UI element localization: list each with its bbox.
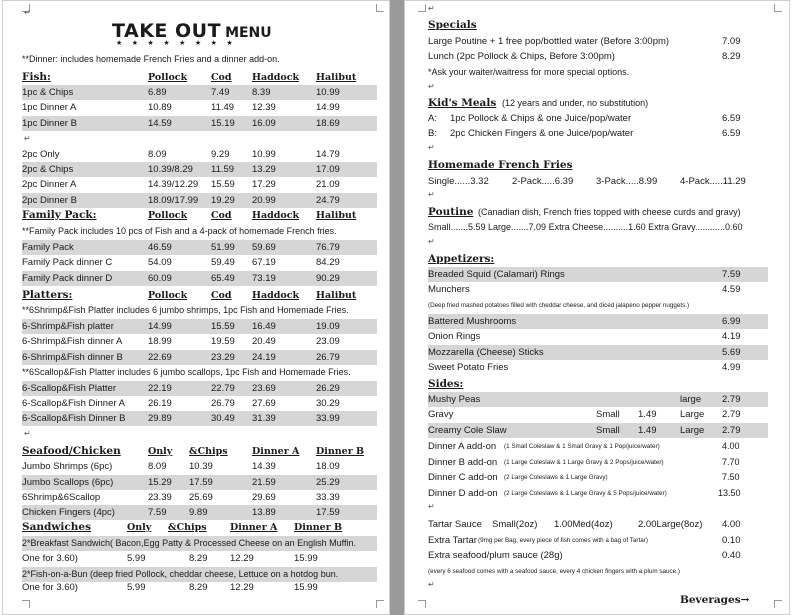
col-dinner-b: Dinner B (316, 446, 365, 457)
price: 11.49 (211, 102, 235, 113)
item-name: 2pc Chicken Fingers & one Juice/pop/water (450, 128, 634, 139)
price: 18.69 (316, 118, 340, 129)
item-name: Jumbo Scallops (6pc) (22, 477, 114, 488)
addon-item (428, 470, 768, 485)
price: 18.99 (148, 336, 172, 347)
item-name: Extra seafood/plum sauce (28g) (428, 550, 563, 561)
price-row (22, 551, 377, 566)
price-row (22, 396, 377, 411)
price: 8.29 (189, 582, 208, 593)
fries-single: Single......3.32 (428, 176, 489, 187)
price: 60.09 (148, 273, 172, 284)
price: 16.09 (252, 118, 276, 129)
price: 13.50 (718, 488, 741, 498)
crop-mark (22, 600, 30, 608)
side-item (428, 392, 768, 407)
extra-sauce-item (428, 548, 768, 563)
item-name: Jumbo Shrimps (6pc) (22, 461, 113, 472)
item-name: Creamy Cole Slaw (428, 425, 507, 436)
price: 26.29 (316, 383, 340, 394)
price: 20.99 (252, 195, 276, 206)
sides-header (428, 377, 768, 392)
addon-desc: (2 Large Coleslaws & 1 Large Gravy & 5 Pops/juice/water) (504, 490, 667, 497)
title-stars: ★★★★★★★★ (116, 40, 243, 47)
family-heading: Family Pack: (22, 209, 97, 221)
price: 76.79 (316, 242, 340, 253)
price-row (22, 85, 377, 100)
price: 7.09 (722, 36, 741, 47)
price: 65.49 (211, 273, 235, 284)
item-name: One for 3.60) (22, 582, 78, 593)
item-name: Tartar Sauce (428, 519, 482, 530)
item-name: Onion Rings (428, 331, 481, 342)
item-name: 2pc & Chips (22, 164, 74, 175)
price-row (22, 271, 377, 286)
price-row (22, 162, 377, 177)
fries-three-pack: 3-Pack.....8.99 (596, 176, 658, 187)
price-row (22, 350, 377, 365)
item-name: Gravy (428, 409, 454, 420)
crop-mark (376, 4, 384, 12)
price: 16.49 (252, 321, 276, 332)
price-row (22, 381, 377, 396)
fries-two-pack: 2-Pack.....6.39 (512, 176, 574, 187)
price-row (22, 193, 377, 208)
item-name: 1pc Pollock & Chips & one Juice/pop/water (450, 113, 632, 124)
price: 46.59 (148, 242, 172, 253)
sides-heading: Sides: (428, 378, 464, 390)
price: 4.99 (722, 362, 741, 373)
munchers-desc: (Deep fried mashed potatoes filled with cheddar cheese, and diced jalapeno pepper nuggets.) (428, 302, 690, 309)
item-name: Chicken Fingers (4pc) (22, 507, 115, 518)
item-label: B: (428, 128, 437, 139)
price: 12.29 (230, 553, 254, 564)
price: 1.49 (638, 425, 657, 436)
col-dinner-a: Dinner A (252, 446, 300, 457)
price: 6.59 (722, 113, 741, 124)
kids-header (428, 96, 768, 111)
price: 7.59 (148, 507, 167, 518)
item-name: 6-Shrimp&Fish platter (22, 321, 114, 332)
col-haddock: Haddock (252, 72, 300, 83)
side-item (428, 423, 768, 438)
price: 15.29 (148, 477, 172, 488)
appetizer-item (428, 329, 768, 344)
item-name: Lunch (2pc Pollock & Chips, Before 3:00pm) (428, 51, 615, 62)
price: 21.09 (316, 179, 340, 190)
price: 10.89 (148, 102, 172, 113)
price: 21.59 (252, 477, 276, 488)
scallop-platter-note: **6Scallop&Fish Platter includes 6 jumbo scallops, 1pc Fish and Homemade Fries. (22, 367, 351, 377)
price: 90.29 (316, 273, 340, 284)
crop-mark (376, 600, 384, 608)
paragraph-mark-icon: ↵ (24, 134, 31, 143)
price: 10.39 (189, 461, 213, 472)
item-name: One for 3.60) (22, 553, 78, 564)
sandwich-heading: Sandwiches (22, 521, 92, 533)
dinner-note: **Dinner: includes homemade French Fries and a dinner add-on. (22, 54, 280, 64)
price: 20.49 (252, 336, 276, 347)
price: 67.19 (252, 257, 276, 268)
item-name: 2pc Only (22, 149, 60, 160)
price: 7.50 (722, 472, 740, 482)
price-row (22, 475, 377, 490)
col-dinner-a: Dinner A (230, 522, 278, 533)
paragraph-mark-icon: ↵ (428, 82, 435, 91)
size-label: 1.00Med(4oz) (554, 519, 613, 530)
fish-bun-desc: 2*Fish-on-a-Bun (deep fried Pollock, cheddar cheese, Lettuce on a hotdog bun. (22, 567, 377, 582)
addon-item (428, 486, 768, 501)
size-label: Small (596, 425, 620, 436)
price: 15.99 (294, 553, 318, 564)
poutine-prices: Small.......5.59 Large.......7.09 Extra Cheese..........1.60 Extra Gravy............0.60 (428, 222, 743, 232)
price: 2.79 (722, 394, 741, 405)
kids-item (428, 111, 768, 126)
sandwich-header (22, 520, 377, 535)
price: 15.99 (294, 582, 318, 593)
col-pollock: Pollock (148, 210, 188, 221)
price: 23.39 (148, 492, 172, 503)
price: 15.59 (211, 179, 235, 190)
price: 31.39 (252, 413, 276, 424)
family-note: **Family Pack includes 10 pcs of Fish and a 4-pack of homemade French fries. (22, 226, 337, 236)
col-haddock: Haddock (252, 290, 300, 301)
price: 25.29 (316, 477, 340, 488)
col-pollock: Pollock (148, 72, 188, 83)
price: 19.29 (211, 195, 235, 206)
special-item (428, 34, 768, 49)
price: 4.00 (722, 519, 741, 530)
price: 24.19 (252, 352, 276, 363)
price: 4.19 (722, 331, 741, 342)
price: 18.09 (316, 461, 340, 472)
price: 13.29 (252, 164, 276, 175)
appetizer-item (428, 267, 768, 282)
item-name: Breaded Squid (Calamari) Rings (428, 269, 565, 280)
price-row (22, 490, 377, 505)
price: 13.89 (252, 507, 276, 518)
price: 33.99 (316, 413, 340, 424)
price: 5.69 (722, 347, 741, 358)
item-label: A: (428, 113, 437, 124)
item-name: Family Pack dinner D (22, 273, 113, 284)
price: 2.79 (722, 425, 741, 436)
col-pollock: Pollock (148, 290, 188, 301)
col-cod: Cod (211, 72, 232, 83)
price: 15.19 (211, 118, 235, 129)
price: 12.39 (252, 102, 276, 113)
item-name: Extra Tartar (428, 535, 477, 546)
price: 18.09/17.99 (148, 195, 199, 206)
price: 84.29 (316, 257, 340, 268)
price: 6.89 (148, 87, 167, 98)
size-label: 2.00Large(8oz) (638, 519, 703, 530)
poutine-desc: (Canadian dish, French fries topped with cheese curds and gravy) (478, 207, 741, 217)
paragraph-mark-icon: ↵ (428, 4, 435, 13)
price: 5.99 (127, 582, 146, 593)
price: 8.39 (252, 87, 271, 98)
price: 14.79 (316, 149, 340, 160)
item-name: Dinner A add-on (428, 441, 497, 452)
price: 2.79 (722, 409, 741, 420)
price: 8.09 (148, 461, 167, 472)
price: 4.59 (722, 284, 741, 295)
price: 17.29 (252, 179, 276, 190)
fries-prices (428, 174, 768, 189)
price: 12.29 (230, 582, 254, 593)
item-name: 6Shrimp&6Scallop (22, 492, 101, 503)
addon-desc: (2 Large Coleslaws & 1 Large Gravy) (504, 474, 608, 481)
price: 14.39/12.29 (148, 179, 199, 190)
price: 8.29 (722, 51, 741, 62)
price: 17.59 (316, 507, 340, 518)
size-label: Large (680, 425, 705, 436)
menu-title-sub: MENU (225, 25, 272, 41)
price-row (22, 411, 377, 426)
seafood-header (22, 444, 377, 459)
price: 30.29 (316, 398, 340, 409)
price: 10.39/8.29 (148, 164, 193, 175)
price-row (22, 459, 377, 474)
platters-header (22, 288, 377, 303)
price: 73.19 (252, 273, 276, 284)
item-name: Battered Mushrooms (428, 316, 517, 327)
col-haddock: Haddock (252, 210, 300, 221)
special-item (428, 49, 768, 64)
price: 27.69 (252, 398, 276, 409)
fish-header (22, 70, 377, 85)
price: 0.40 (722, 550, 741, 561)
item-name: Family Pack (22, 242, 74, 253)
crop-mark (418, 600, 426, 608)
menu-title-main: TAKE OUT (112, 20, 222, 42)
tartar-item (428, 517, 768, 532)
addon-item (428, 439, 768, 454)
kids-heading: Kid's Meals (428, 97, 497, 109)
col-chips: &Chips (168, 522, 207, 533)
price: 22.79 (211, 383, 235, 394)
crop-mark (774, 4, 782, 12)
price-row (22, 100, 377, 115)
crop-mark (418, 4, 426, 12)
price: 6.99 (722, 316, 741, 327)
price: 22.19 (148, 383, 172, 394)
fries-heading: Homemade French Fries (428, 159, 573, 171)
price: 24.79 (316, 195, 340, 206)
side-item (428, 407, 768, 422)
price: 8.09 (148, 149, 167, 160)
col-only: Only (148, 446, 173, 457)
col-chips: &Chips (189, 446, 228, 457)
platters-heading: Platters: (22, 289, 73, 301)
specials-heading: Specials (428, 19, 477, 31)
fries-four-pack: 4-Pack.....11.29 (680, 176, 746, 187)
price: 9.89 (189, 507, 208, 518)
sauce-note: (every 6 seafood comes with a seafood sauce, every 4 chicken fingers with a plum sauce.) (428, 568, 681, 575)
item-name: Sweet Potato Fries (428, 362, 509, 373)
price: 10.99 (316, 87, 340, 98)
fish-heading: Fish: (22, 71, 51, 83)
page-gutter (390, 0, 404, 615)
price-row (22, 319, 377, 334)
price-row (22, 147, 377, 162)
item-name: 6-Scallop&Fish Dinner A (22, 398, 125, 409)
price: 14.39 (252, 461, 276, 472)
price: 0.10 (722, 535, 741, 546)
item-name: 1pc & Chips (22, 87, 74, 98)
appetizers-header (428, 252, 768, 267)
price: 1.49 (638, 409, 657, 420)
price: 10.99 (252, 149, 276, 160)
price: 23.69 (252, 383, 276, 394)
shrimp-platter-note: **6Shrimp&Fish Platter includes 6 jumbo shrimps, 1pc Fish and Homemade Fries. (22, 305, 349, 315)
price: 33.39 (316, 492, 340, 503)
price: 17.59 (189, 477, 213, 488)
paragraph-mark-icon: ↵ (428, 143, 435, 152)
price: 51.99 (211, 242, 235, 253)
item-name: Dinner D add-on (428, 488, 498, 499)
item-name: 6-Shrimp&Fish dinner B (22, 352, 123, 363)
appetizer-item (428, 360, 768, 375)
appetizers-heading: Appetizers: (428, 253, 495, 265)
item-name: Family Pack dinner C (22, 257, 113, 268)
price-row (22, 240, 377, 255)
family-header (22, 208, 377, 223)
col-halibut: Halibut (316, 210, 357, 221)
paragraph-mark-icon: ↵ (24, 8, 31, 17)
kids-item (428, 126, 768, 141)
price: 14.59 (148, 118, 172, 129)
paragraph-mark-icon: ↵ (24, 429, 31, 438)
size-label: Small(2oz) (492, 519, 538, 530)
extra-tartar-item (428, 533, 768, 548)
col-only: Only (127, 522, 152, 533)
price-row (22, 580, 377, 595)
col-dinner-b: Dinner B (294, 522, 343, 533)
kids-sub: (12 years and under, no substitution) (502, 98, 649, 108)
addon-item (428, 455, 768, 470)
price: 11.59 (211, 164, 235, 175)
item-name: Dinner B add-on (428, 457, 498, 468)
breakfast-sandwich-desc: 2*Breakfast Sandwich( Bacon,Egg Patty & Processed Cheese on an English Muffin. (22, 536, 377, 551)
price: 7.59 (722, 269, 741, 280)
item-name: Mushy Peas (428, 394, 481, 405)
tartar-desc: (9mg per Bag, every piece of fish comes with a bag of Tartar) (478, 537, 648, 544)
price: 22.69 (148, 352, 172, 363)
specials-header (428, 18, 768, 33)
price: 26.79 (211, 398, 235, 409)
poutine-header (428, 205, 768, 220)
paragraph-mark-icon: ↵ (428, 237, 435, 246)
price: 15.59 (211, 321, 235, 332)
item-name: 1pc Dinner B (22, 118, 77, 129)
item-name: 1pc Dinner A (22, 102, 77, 113)
price: 59.69 (252, 242, 276, 253)
appetizer-item (428, 314, 768, 329)
price: 14.99 (316, 102, 340, 113)
price: 4.00 (722, 441, 740, 451)
item-name: 6-Scallop&Fish Dinner B (22, 413, 126, 424)
price-row (22, 255, 377, 270)
poutine-heading: Poutine (428, 206, 474, 218)
item-name: 6-Shrimp&Fish dinner A (22, 336, 123, 347)
col-cod: Cod (211, 210, 232, 221)
item-name: 6-Scallop&Fish Platter (22, 383, 116, 394)
price: 30.49 (211, 413, 235, 424)
item-name: Dinner C add-on (428, 472, 498, 483)
price: 7.49 (211, 87, 230, 98)
crop-mark (774, 600, 782, 608)
price: 17.09 (316, 164, 340, 175)
seafood-heading: Seafood/Chicken (22, 445, 121, 457)
price: 14.99 (148, 321, 172, 332)
addon-desc: (1 Small Coleslaw & 1 Small Gravy & 1 Pop/juice/water) (504, 443, 660, 450)
addon-desc: (1 Large Coleslaw & 1 Large Gravy & 2 Pops/juice/water) (504, 459, 664, 466)
price: 59.49 (211, 257, 235, 268)
price: 6.59 (722, 128, 741, 139)
specials-note: *Ask your waiter/waitress for more special options. (428, 67, 630, 77)
item-name: Large Poutine + 1 free pop/bottled water (Before 3:00pm) (428, 36, 670, 47)
price: 19.09 (316, 321, 340, 332)
item-name: Mozzarella (Cheese) Sticks (428, 347, 544, 358)
size-label: Small (596, 409, 620, 420)
price-row (22, 334, 377, 349)
size-label: Large (680, 409, 705, 420)
price: 29.89 (148, 413, 172, 424)
price: 29.69 (252, 492, 276, 503)
price: 19.59 (211, 336, 235, 347)
price: 26.79 (316, 352, 340, 363)
item-name: 2pc Dinner A (22, 179, 77, 190)
price: 23.09 (316, 336, 340, 347)
price-row (22, 116, 377, 131)
price: 25.69 (189, 492, 213, 503)
item-name: Munchers (428, 284, 470, 295)
appetizer-item (428, 282, 768, 297)
paragraph-mark-icon: ↵ (428, 190, 435, 199)
price: 5.99 (127, 553, 146, 564)
price: 7.70 (722, 457, 740, 467)
price: 23.29 (211, 352, 235, 363)
col-halibut: Halibut (316, 290, 357, 301)
price: 54.09 (148, 257, 172, 268)
paragraph-mark-icon: ↵ (428, 580, 435, 589)
beverages-link[interactable]: Beverages→ (680, 594, 750, 606)
item-name: 2pc Dinner B (22, 195, 77, 206)
price: 26.19 (148, 398, 172, 409)
size-label: large (680, 394, 702, 405)
appetizer-item (428, 345, 768, 360)
price: 8.29 (189, 553, 208, 564)
price-row (22, 505, 377, 520)
price-row (22, 177, 377, 192)
fries-header (428, 158, 768, 173)
col-halibut: Halibut (316, 72, 357, 83)
price: 9.29 (211, 149, 230, 160)
paragraph-mark-icon: ↵ (428, 502, 435, 511)
col-cod: Cod (211, 290, 232, 301)
